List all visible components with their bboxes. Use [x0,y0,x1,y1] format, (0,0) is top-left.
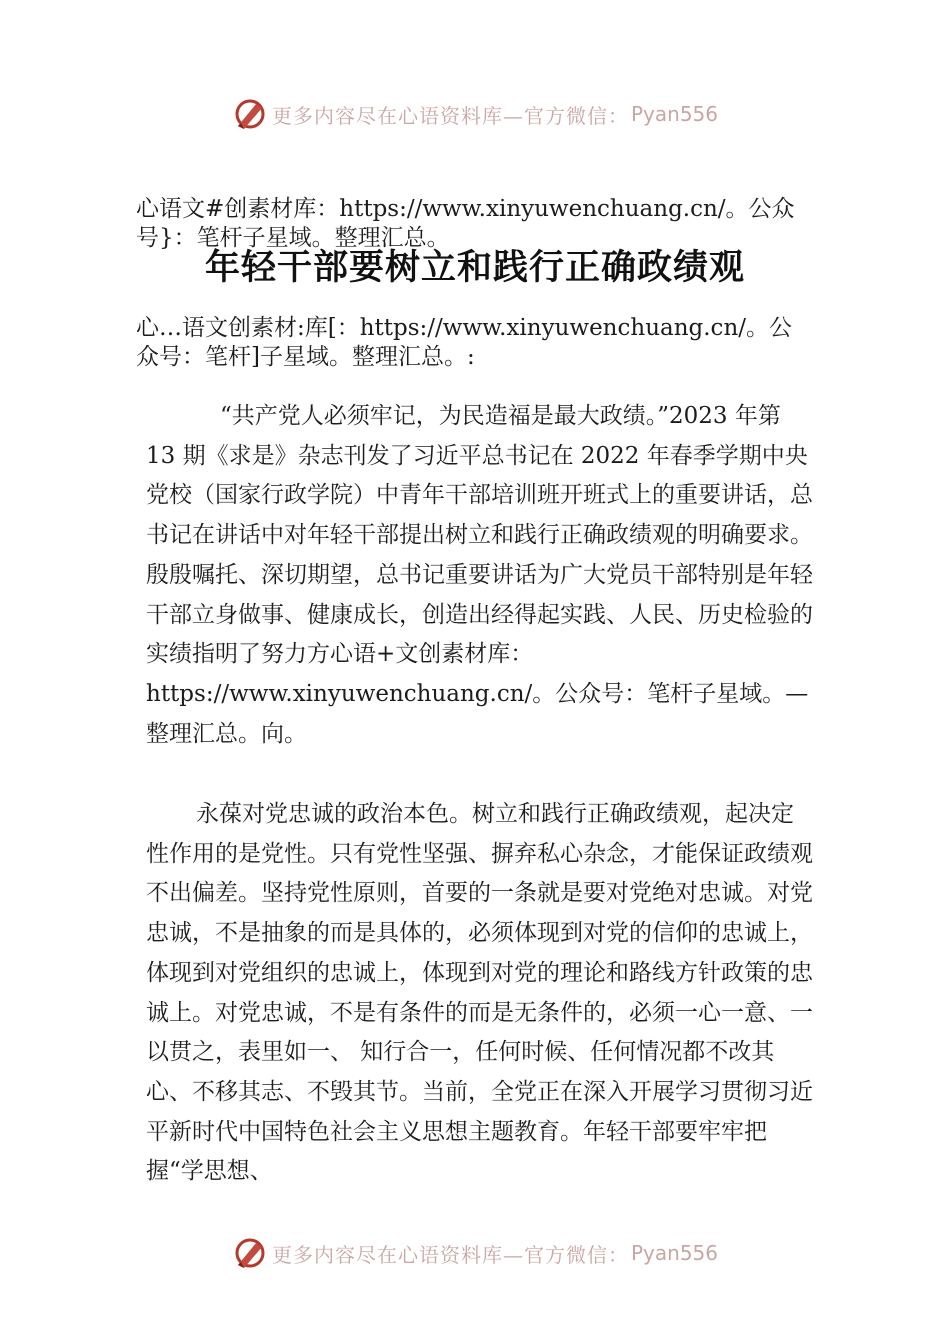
banner-text: 更多内容尽在心语资料库—官方微信： [272,103,629,128]
paragraph-2-text: 永葆对党忠诚的政治本色。树立和践行正确政绩观，起决定性作用的是党性。只有党性坚强、摒弃私心杂念，才能保证政绩观不出偏差。坚持党性原则，首要的一条就是要对党绝对忠诚。对党忠诚，不是抽象的而是具体的，必须体现到对党的信仰的忠诚上，体现到对党组织的忠诚上，体现到对党的理论和路线方针政策的忠诚上。对党忠诚，不是有条件的而是无条件的，必须一心一意、一以贯之，表里如一、 知行合一，任何时候、任何情况都不改其心、不移其志、不毁其节。当前，全党正在深入开展学习贯彻习近平新时代中国特色社会主义思想主题教育。年轻干部要牢牢把握“学思想、 [146,801,813,1185]
header-line-2: 号}：笔杆子星域。整理汇总。 [136,225,450,251]
paragraph-1-text: “共产党人必须牢记，为民造福是最大政绩。”2023 年第 13 期《求是》杂志刊发了习近平总书记在 2022 年春季学期中央党校（国家行政学院）中青年干部培训班开班式上的重要讲话，总书记在讲话中对年轻干部提出树立和践行正确政绩观的明确要求。殷殷嘱托、深切期望，总书记重要讲话为广大党员干部特别是年轻干部立身做事、健康成长，创造出经得起实践、人民、历史检验的实绩指明了努力方心语+文创素材库：https://www.xinyuwenchuang.cn/。公众号：笔杆子星域。—整理汇总。向。 [146,403,813,747]
page-title: 年轻干部要树立和践行正确政绩观 [204,247,745,288]
pen-logo-icon [232,1235,268,1271]
bottom-banner [232,1233,718,1273]
banner-wechat-id: Pyan556 [631,102,719,126]
sub-line-2: 众号：笔杆]子星域。整理汇总。: [136,344,475,370]
banner-wechat-id: Pyan556 [631,1241,719,1265]
header-line-1: 心语文#创素材库：https://www.xinyuwenchuang.cn/。公众 [136,196,795,222]
top-banner [232,94,718,134]
paragraph-1 [146,397,816,754]
paragraph-2 [146,795,816,1192]
sub-line-1: 心…语文创素材:库[：https://www.xinyuwenchuang.cn/。公 [136,315,793,341]
pen-logo-icon [232,96,268,132]
banner-text: 更多内容尽在心语资料库—官方微信： [272,1242,629,1267]
